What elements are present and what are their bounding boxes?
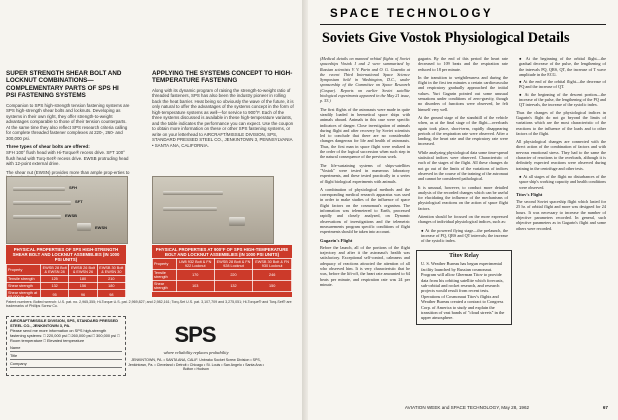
- nut-image: [77, 223, 91, 231]
- bolt-image: [13, 201, 71, 205]
- coupon-field-label: Title: [10, 352, 18, 358]
- table-header-cell: Property: [153, 259, 177, 270]
- sidebar-title: Titov Relay: [449, 253, 479, 259]
- bullet-text: At the end of the orbital flight—the decrease of PQ and the increase of QT.: [519, 79, 606, 90]
- physical-properties-table-right: [152, 245, 292, 297]
- section-kicker: SPACE TECHNOLOGY: [330, 8, 494, 20]
- bullet-text: At all stages of the flight no disturbances of the space ship's working capacity and health conditions were observed.: [519, 173, 606, 190]
- coupon-field[interactable]: [10, 354, 122, 360]
- coupon-field-label: Name: [10, 344, 21, 350]
- coupon-body: Please send me more information on SPS high-strength fastening systems: □ 220,000 psi □ 260,000 psi □ 300,000 psi □ Room temperature □ Elevated temperature: [10, 327, 120, 343]
- coupon-field[interactable]: [10, 346, 122, 352]
- article-bullet: ● At all stages of the flight no disturbances of the space ship's working capacity and health conditions were observed.: [519, 173, 606, 190]
- article-column-2: [418, 56, 508, 246]
- table-row: [153, 270, 292, 281]
- properties-table: [152, 258, 292, 292]
- table-row: [153, 281, 292, 292]
- article-bullet: ● At the powered flying stage—the prelaunch, the increase of PQ, QRS and QT intervals; the increase of the systolic index.: [421, 227, 508, 244]
- article-column-3: [516, 56, 606, 234]
- left-page-advertisement: [0, 0, 302, 420]
- physical-properties-table-left: [6, 245, 126, 297]
- table-cell: Shear strength: [153, 281, 177, 292]
- table-cell: Tensile strength: [7, 275, 41, 282]
- table-cell: 170: [176, 270, 214, 281]
- article-paragraph: While analyzing physiological data some time-spread statistical indices were observed. Characteristic of each of the stages of the flight. All these changes do not go out of the limits of the variations of indices observed in the course of the training of the astronaut and cannot be considered pathological.: [418, 149, 508, 182]
- table-cell: 103: [176, 281, 214, 292]
- bolt-image: [13, 215, 61, 219]
- article-paragraph: Before the launch, all of the portions of the flight trajectory and after it the astronaut's health was satisfactory. Exceptional self-control, calmness and adequacy of reactions attracted the attention of all who observed him. It is very characteristic that he was, before the lift-off, the heart rate amounted to 64 beats per minute, and respiration rate was 24 per minute.: [320, 244, 410, 287]
- table-cell: Shear strength at 65,000 ty, avg.: [7, 289, 41, 300]
- table-header-cell: LW8 932 Bolt & FN 922 Locknut: [176, 259, 214, 270]
- article-paragraph: The first flights of the astronauts were made in quite steadily loaded in hermetical space ships with animals aboard. Animals in this case were specific indicators of danger. Close investigation of animals during flight and after recovery by Soviet scientists led to conclude that there are no considerable changes dangerous for life and health of astronauts. Thus, the first man in space flight were realized in the order of the logical succession when such step in the natural consequence of the previous work.: [320, 106, 410, 160]
- table-header-cell: EWSB 26 Bolt & EWSN 26: [69, 264, 97, 275]
- article-subheading: Gagarin's Flight: [320, 237, 353, 243]
- properties-table: [6, 264, 126, 301]
- article-bullet: ● At the end of the orbital flight—the decrease of PQ and the increase of QT.: [519, 79, 606, 90]
- article-paragraph: In the transition to weightlessness and during the flight in the first ten minutes a certain cardiovascular and respiratory gradually approached the initial values. Yuri Gagarin pointed out some unusual sensations under conditions of zero-gravity, though no disorders of functions were observed, he felt himself very well.: [418, 74, 508, 112]
- article-paragraph: gagarin. By the end of this period the heart rate decreased to 109 beats and the respiration rate reduced to 18 per minute.: [418, 56, 508, 72]
- titov-relay-sidebar: [416, 250, 512, 325]
- article-headline: Soviets Give Vostok Physiological Details: [322, 30, 570, 46]
- table-cell: 180: [69, 275, 97, 282]
- ad-footnote: Patent numbers: Bolted wrench: U.S. pat. no. 2,965,355; Hi-Torque U.S. pat. 2,969,827; and 2,982,161; Torq-Set U.S. pat. 3,107,709 and 3,275,051; Hi-Torque® and Torq-Set® are trademarks of Phillips Screw Co.: [6, 300, 292, 309]
- table-header-row: [7, 264, 126, 275]
- coupon-title: AIRCRAFT/MISSILE DIVISION, SPS, STANDARD PRESSED STEEL CO., JENKINTOWN 3, PA.: [10, 318, 119, 328]
- table-row: [7, 289, 126, 300]
- table-cell: 246: [253, 270, 292, 281]
- article-bullet: [418, 246, 508, 247]
- nut-image: [229, 217, 245, 226]
- article-paragraph: Attention should be focused on the more expressed changes of individual physiological indices, such as:: [418, 214, 508, 225]
- article-paragraph: The life-sustaining systems of ships-satellites "Vostok" were tested in numerous laboratory experiments, and these tested practically in a series of flight biological experiments with animals.: [320, 162, 410, 184]
- header-rule: [320, 24, 606, 25]
- table-cell: 220: [214, 270, 253, 281]
- ad-right-body: Along with its dynamic program of raising the strength-to-weight ratio of threaded fasteners, SPS has also been the industry pioneer in rolling back the heat barrier. Heat being so obviously the wave of the future, it is only natural to offer the advantages of the systems concept in the form of high-temperature systems as well—for service to 900°F. Each of the three systems discussed is available in these high-temperature variants, and the table indicates the performance you can expect. Use the coupon to obtain more information on these or other SPS fastening systems, or write on your letterhead to AIRCRAFT/MISSILE DIVISION, SPS, STANDARD PRESSED STEEL CO., JENKINTOWN 3, PENNSYLVANIA • SANTA ANA, CALIFORNIA.: [152, 87, 294, 148]
- article-paragraph: (Medical details on manned orbital flights of Soviet spaceships Vostok I and 2 were summarized by Russian scientists V. V. Parin and O. G. Gazenko at the recent Third International Space Science Symposium held in Washington, D.C., under sponsorship of the Committee on Space Research (Cospar). Reports on earlier Soviet satellite biological experiments appeared in the May 21 issue, p. 53.): [320, 56, 410, 104]
- table-title: PHYSICAL PROPERTIES AT 900°F OF SPS HIGH-TEMPERATURE BOLT AND LOCKNUT ASSEMBLIES (IN 1000 PSI UNITS): [155, 247, 289, 258]
- ad-left-column: [6, 70, 130, 184]
- ad-left-heading: SUPER STRENGTH SHEAR BOLT AND LOCKNUT COMBINATIONS—COMPLEMENTARY PARTS OF SPS HI PSI FASTENING SYSTEMS: [6, 70, 122, 100]
- bullet-text: At the beginning of the orbital flight—the gradual decrease of the pulse, the lengthening of the intervals PQ, QRS, QT, the increase of T wave amplitude in the ECG.: [519, 56, 606, 77]
- table-header-cell: EWSB 28 Bolt & FN 928 Locknut: [214, 259, 253, 270]
- table-cell: 156: [69, 282, 97, 289]
- table-header-cell: EWSB 30 Bolt & FN 930 Locknut: [253, 259, 292, 270]
- table-title: PHYSICAL PROPERTIES OF SPS HIGH-STRENGTH SHEAR BOLT AND LOCKNUT ASSEMBLIES (IN 1000 PSI UNITS): [12, 247, 120, 263]
- sps-address: JENKINTOWN, PA. • SANTA ANA, CALIF. Unbrako Socket Screw Division • SPS, Jenkintown, Pa. • Cleveland • Detroit • Chicago • St. Louis • San Angelo • Santa Ana • Bolton • Hudson: [128, 358, 264, 372]
- table-header-row: [153, 259, 292, 270]
- photo-label-sft: SFT: [75, 199, 83, 204]
- photo-label-ewsb: EWSB: [65, 213, 77, 218]
- table-cell: 132: [40, 282, 68, 289]
- ad-left-types: SFH 100° flush head with Hi-Torque® recess drive. SFT 100° flush head with Torq-Set® recess drive. EWSB protruding head with 12-point external drive.: [6, 150, 129, 167]
- table-cell: 125: [40, 275, 68, 282]
- article-column-1: [320, 56, 410, 290]
- ad-right-heading: APPLYING THE SYSTEMS CONCEPT TO HIGH-TEMPERATURE FASTENING: [152, 70, 293, 85]
- table-cell: 96: [69, 289, 97, 300]
- article-paragraph: It is unusual, however, to conduct more detailed analysis of the recorded changes which can be useful for elucidating the influence of the mechanisms of physiological reactions on the action of space flight factors.: [418, 184, 508, 211]
- table-header-cell: EWSB 28 Bolt & EWSN 28: [40, 264, 68, 275]
- bolt-image: [163, 191, 223, 195]
- table-cell: 180: [97, 282, 125, 289]
- bullet-text: [421, 246, 508, 247]
- table-cell: 95: [40, 289, 68, 300]
- page-number: 67: [602, 405, 608, 410]
- bolts-photo-left: [6, 176, 128, 244]
- table-header-cell: EWSB 30 Bolt & EWSN 30: [97, 264, 125, 275]
- bolt-image: [13, 187, 65, 191]
- ad-left-subheading: Three types of shear bolts are offered:: [6, 144, 90, 150]
- ad-right-column: [152, 70, 294, 151]
- table-row: [7, 275, 126, 282]
- table-cell: 210: [97, 275, 125, 282]
- article-bullet: ● At the beginning of the orbital flight—the gradual decrease of the pulse, the lengthening of the intervals PQ, QRS, QT, the increase of T wave amplitude in the ECG.: [519, 56, 606, 77]
- sps-logo: SPS: [174, 322, 216, 347]
- coupon-field[interactable]: [10, 362, 122, 368]
- bolt-image: [163, 207, 217, 211]
- footer-publication: AVIATION WEEK and SPACE TECHNOLOGY, May 28, 1962: [404, 405, 530, 410]
- bullet-text: At the beginning of the descent portion—the increase of the pulse, the lengthening of the PQ and QT intervals, the increase of the systolic index.: [519, 91, 606, 108]
- table-cell: Tensile strength: [153, 270, 177, 281]
- table-cell: 132: [214, 281, 253, 292]
- photo-label-sfh: SFH: [69, 185, 77, 190]
- ad-left-tail: The shear nut (EWSN) provides more than ample prop-erties to: [6, 169, 130, 175]
- article-paragraph: All physiological changes are connected with the direct action of the combination of factors and with nervous emotional stress. They had to the same the character of reactions to the overloads, although it is definitely expected reactions were observed during training in the centrifuge and other tests.: [516, 139, 606, 171]
- bullet-text: At the powered flying stage—the prelaunch, the increase of PQ, QRS and QT intervals; the increase of the systolic index.: [421, 227, 508, 244]
- coupon-field-label: Company: [10, 360, 27, 366]
- ad-left-body: Companion to SPS high-strength tension fastening systems are SPS high-strength shear bolts and locknuts. Developing as systems in their own right, they offer strength-to-weight advantages comparable to those of their tension counterparts. At the same time they also reflect SPS research criteria calling for complete threaded fastener complexes at 220-, 260- and 300,000 psi.: [6, 102, 130, 141]
- table-cell: 98: [97, 289, 125, 300]
- article-paragraph: The second Soviet spaceship flight which lasted for 25 hr. of orbital flight and more was designed for 24 hours. It was necessary to increase the number of objective parameters recorded. In general, such objective parameters as in Gagarin's flight and some others were recorded.: [516, 199, 606, 231]
- article-subheading: Titov's Flight: [516, 191, 543, 197]
- table-row: [7, 282, 126, 289]
- article-paragraph: A combination of physiological methods and the corresponding medical research apparatus was used in order to make studies of the influence of space flight factors on the cosmonaut's organism. The information was telemetered to Earth, processed rapidly and closely analyzed, on Dynamic observations of investigations and the telemetric measurements program specific conditions of flight experiments should be taken into account.: [320, 186, 410, 235]
- request-coupon[interactable]: [6, 316, 126, 376]
- photo-label-ewsn: EWSN: [95, 225, 107, 230]
- table-cell: 150: [253, 281, 292, 292]
- article-bullet: ● At the beginning of the descent portion—the increase of the pulse, the lengthening of the PQ and QT intervals, the increase of the systolic index.: [519, 91, 606, 108]
- article-paragraph: Thus the changes of the physiological indices in Gagarin's flight do not go beyond the limits of variations which are the most characteristic of the reactions to the influence of the loads and to other factors of the flight.: [516, 109, 606, 136]
- sps-tagline: where reliability replaces probability: [163, 350, 229, 355]
- bolts-photo-right: [152, 176, 274, 244]
- table-header-cell: Property: [7, 264, 41, 275]
- table-cell: Shear strength: [7, 282, 41, 289]
- article-paragraph: At the ground stage of the standstill of the vehicle when, as at the final stage of the flight—overloads again took place, short-term, rapidly disappearing periods of the respiration rate were observed. After a landing, the heart rate and the respiratory rate were increased.: [418, 114, 508, 147]
- sidebar-body: U. S. Weather Bureau has begun experimental facility launched by Russian cosmonaut. Program will allow Gherman Titov to provide data from his orbiting satellite which forecasts, sub-orbital and rocket research, and research projects would result from recent tests. Operations of Cosmonaut Titov's flights and Weather Bureau created a contract to Congress Corp. of America to study and explain the transition of vast bands of "cloud streets" in the upper atmosphere.: [421, 261, 505, 321]
